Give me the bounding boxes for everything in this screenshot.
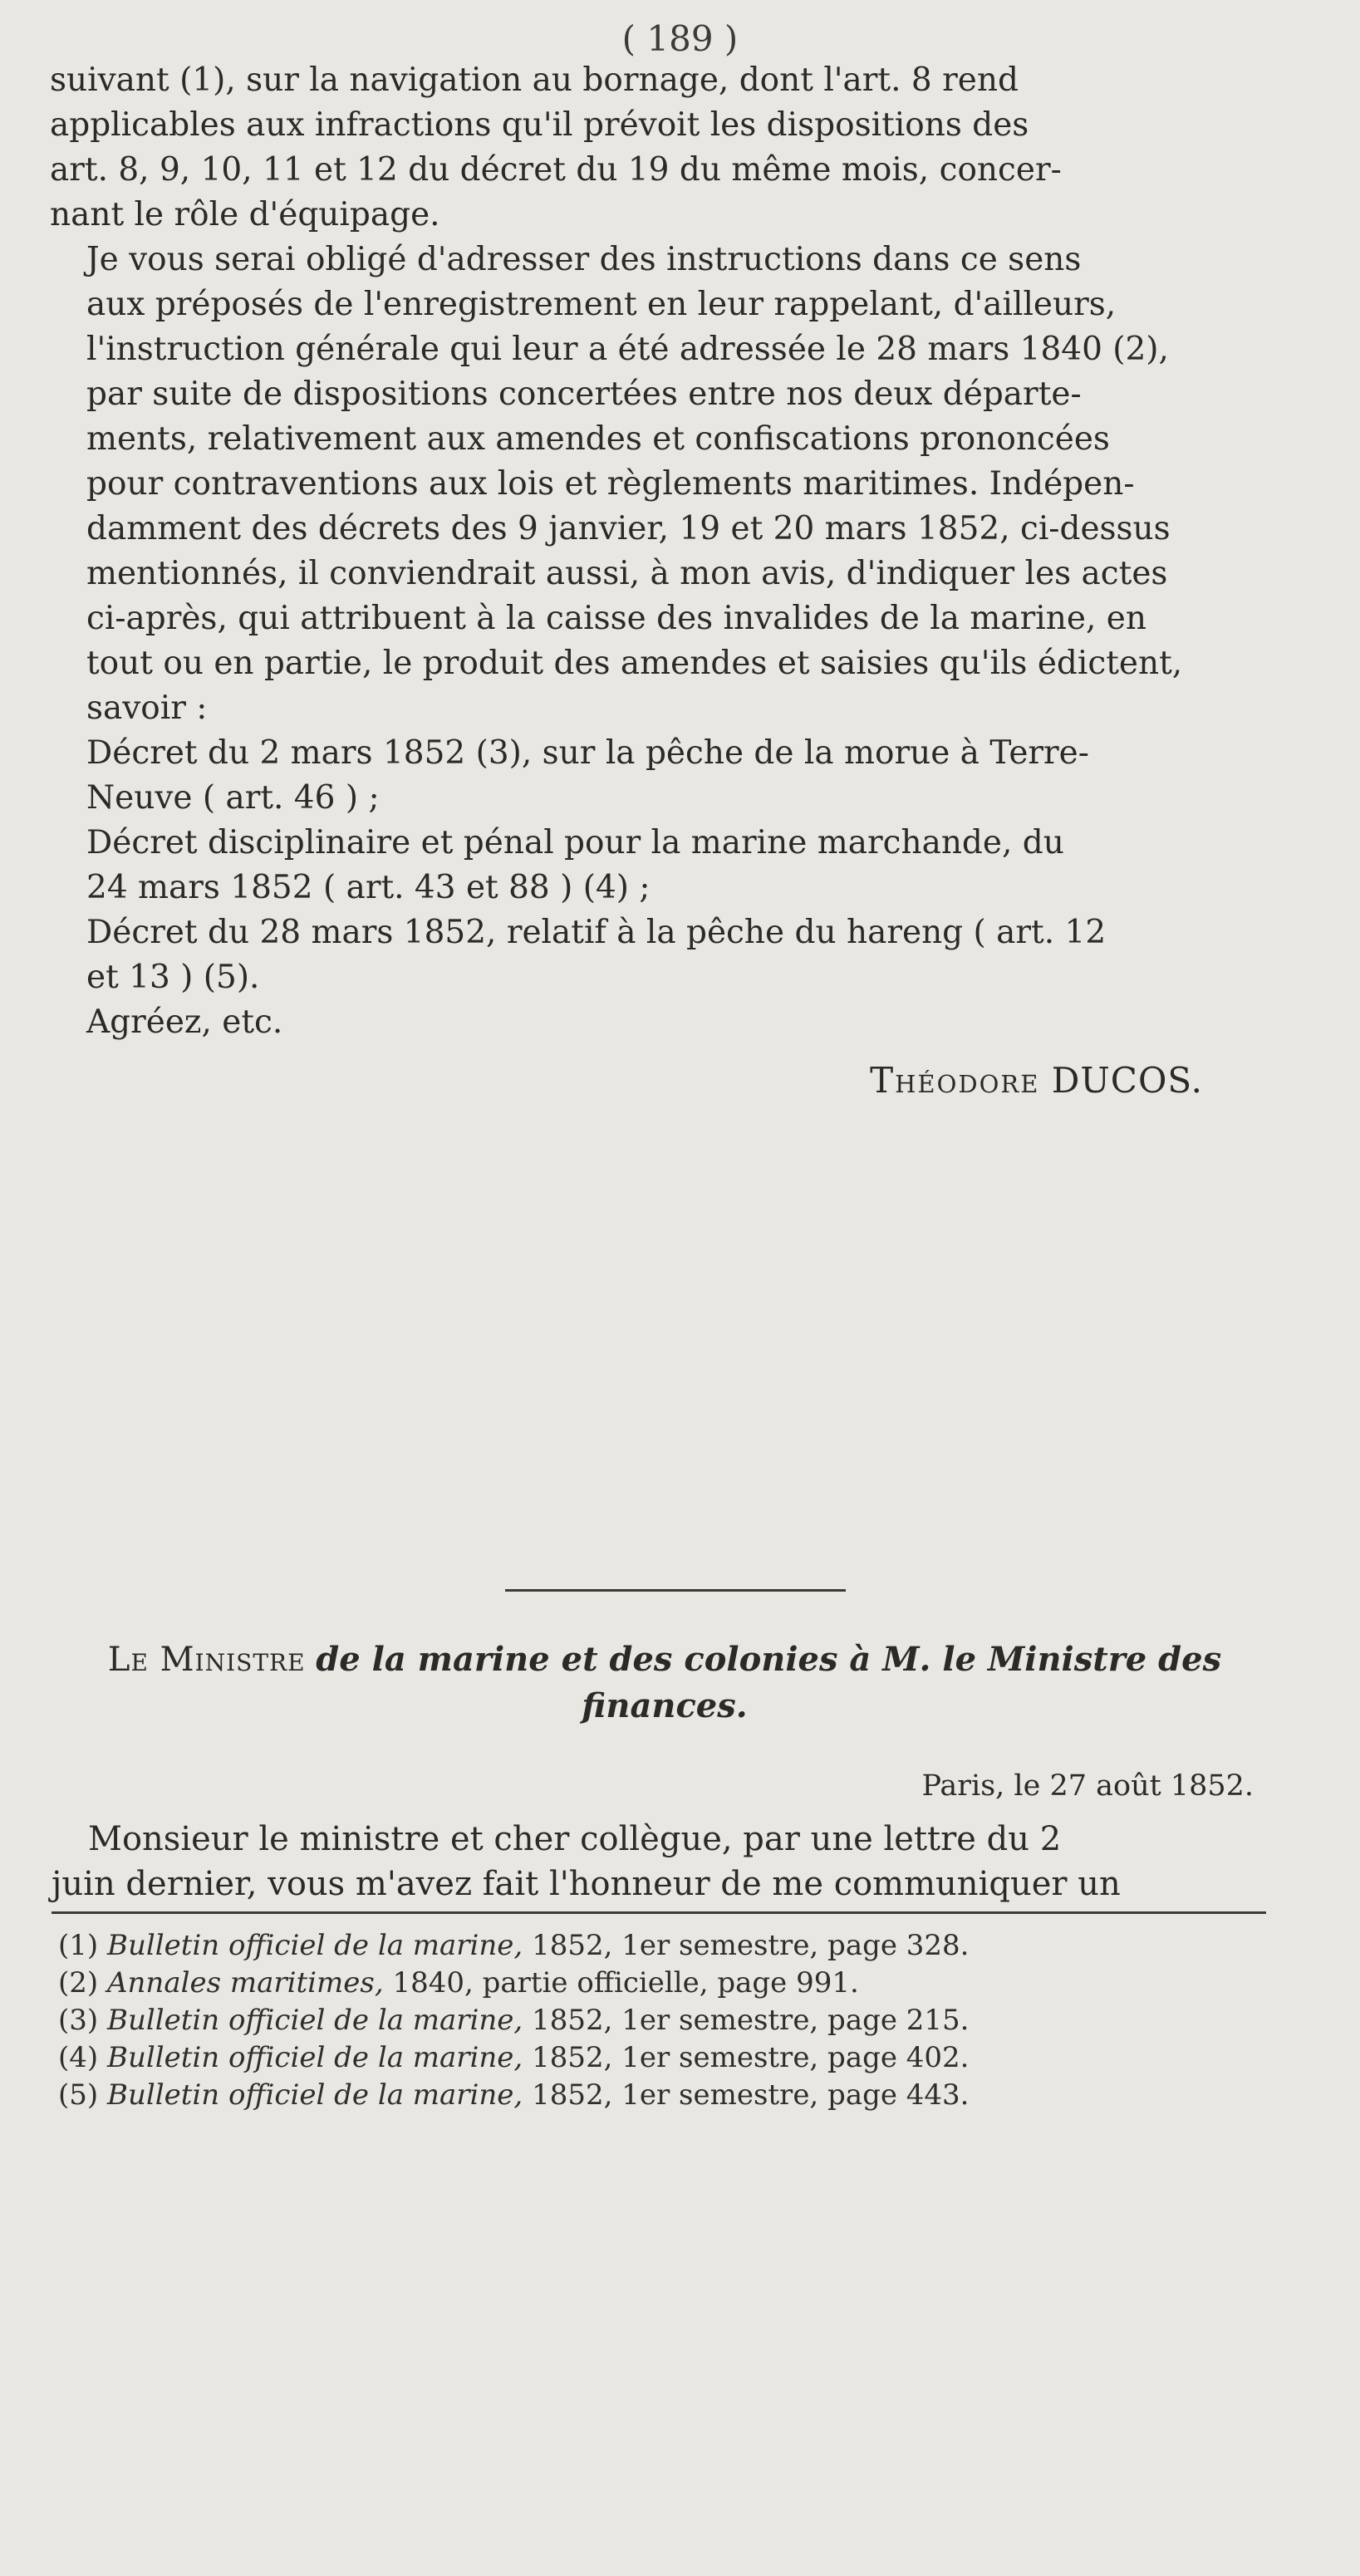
text-line: Décret du 2 mars 1852 (3), sur la pêche de la morue à Terre- xyxy=(86,734,1089,772)
decree-item xyxy=(50,821,1266,910)
text-line: Décret disciplinaire et pénal pour la marine marchande, du xyxy=(86,824,1064,861)
page-number: ( 189 ) xyxy=(621,18,739,59)
text-line: aux préposés de l'enregistrement en leur rappelant, d'ailleurs, xyxy=(86,286,1117,323)
text-line: savoir : xyxy=(86,689,208,727)
letter-heading xyxy=(50,1636,1279,1730)
footnote-marker: (2) xyxy=(58,1966,99,1999)
text-line: suivant (1), sur la navigation au bornage, dont l'art. 8 rend xyxy=(50,61,1019,99)
footnote-marker: (1) xyxy=(58,1929,99,1962)
text-line: Neuve ( art. 46 ) ; xyxy=(86,779,380,817)
text-line: par suite de dispositions concertées entre nos deux départe- xyxy=(86,375,1082,413)
footnote-details: 1852, 1er semestre, page 402. xyxy=(532,2041,970,2074)
footnotes xyxy=(58,1927,1263,2114)
footnote-item xyxy=(58,2039,1263,2077)
text-line: applicables aux infractions qu'il prévoit les dispositions des xyxy=(50,106,1029,144)
footnote-publication: Bulletin officiel de la marine, xyxy=(106,2041,523,2074)
signature xyxy=(50,1058,1266,1103)
text-line: Je vous serai obligé d'adresser des instructions dans ce sens xyxy=(86,241,1082,278)
footnote-item xyxy=(58,2077,1263,2114)
footnote-divider xyxy=(52,1911,1266,1914)
letter-heading-italic-2: finances. xyxy=(582,1686,748,1725)
footnote-marker: (3) xyxy=(58,2004,99,2037)
letter-body xyxy=(52,1817,1266,1906)
paragraph-instructions xyxy=(50,238,1266,731)
decree-item xyxy=(50,731,1266,821)
footnote-marker: (4) xyxy=(58,2041,99,2074)
text-line: tout ou en partie, le produit des amendes et saisies qu'ils édictent, xyxy=(86,645,1183,682)
text-line: Agréez, etc. xyxy=(86,1003,283,1041)
footnote-item xyxy=(58,1927,1263,1965)
section-divider xyxy=(505,1589,846,1592)
footnote-details: 1852, 1er semestre, page 215. xyxy=(532,2004,970,2037)
text-line: nant le rôle d'équipage. xyxy=(50,196,440,233)
text-line: 24 mars 1852 ( art. 43 et 88 ) (4) ; xyxy=(86,869,651,906)
text-line: art. 8, 9, 10, 11 et 12 du décret du 19 du même mois, concer- xyxy=(50,151,1062,189)
letter-date: Paris, le 27 août 1852. xyxy=(921,1769,1254,1803)
text-line: Décret du 28 mars 1852, relatif à la pêche du hareng ( art. 12 xyxy=(86,914,1107,951)
footnote-publication: Bulletin officiel de la marine, xyxy=(106,1929,523,1962)
footnote-publication: Bulletin officiel de la marine, xyxy=(106,2004,523,2037)
footnote-item xyxy=(58,2002,1263,2039)
text-line: ci-après, qui attribuent à la caisse des invalides de la marine, en xyxy=(86,600,1146,637)
text-line: pour contraventions aux lois et règlements maritimes. Indépen- xyxy=(86,465,1135,503)
text-line: Monsieur le ministre et cher collègue, par une lettre du 2 xyxy=(88,1820,1062,1858)
letter-heading-caps: Le Ministre xyxy=(107,1641,306,1679)
signature-last-name: DUCOS. xyxy=(1051,1060,1203,1101)
letter-heading-italic-1: de la marine et des colonies à M. le Ministre des xyxy=(316,1640,1222,1679)
text-line: juin dernier, vous m'avez fait l'honneur de me communiquer un xyxy=(52,1865,1121,1903)
decree-item xyxy=(50,910,1266,1000)
text-line: et 13 ) (5). xyxy=(86,959,260,996)
footnote-details: 1852, 1er semestre, page 443. xyxy=(532,2078,970,2112)
footnote-marker: (5) xyxy=(58,2078,99,2112)
signature-first-name: Théodore xyxy=(870,1060,1040,1101)
footnote-details: 1852, 1er semestre, page 328. xyxy=(532,1929,970,1962)
paragraph-continuation xyxy=(50,58,1266,238)
text-line: l'instruction générale qui leur a été adressée le 28 mars 1840 (2), xyxy=(86,331,1169,368)
footnote-publication: Bulletin officiel de la marine, xyxy=(106,2078,523,2112)
text-line: damment des décrets des 9 janvier, 19 et 20 mars 1852, ci-dessus xyxy=(86,510,1171,547)
main-text xyxy=(50,58,1266,1103)
text-line: mentionnés, il conviendrait aussi, à mon avis, d'indiquer les actes xyxy=(86,555,1168,592)
closing-line xyxy=(50,1000,1266,1045)
footnote-item xyxy=(58,1965,1263,2002)
text-line: ments, relativement aux amendes et confiscations prononcées xyxy=(86,420,1110,458)
footnote-publication: Annales maritimes, xyxy=(106,1966,384,1999)
footnote-details: 1840, partie officielle, page 991. xyxy=(392,1966,859,1999)
